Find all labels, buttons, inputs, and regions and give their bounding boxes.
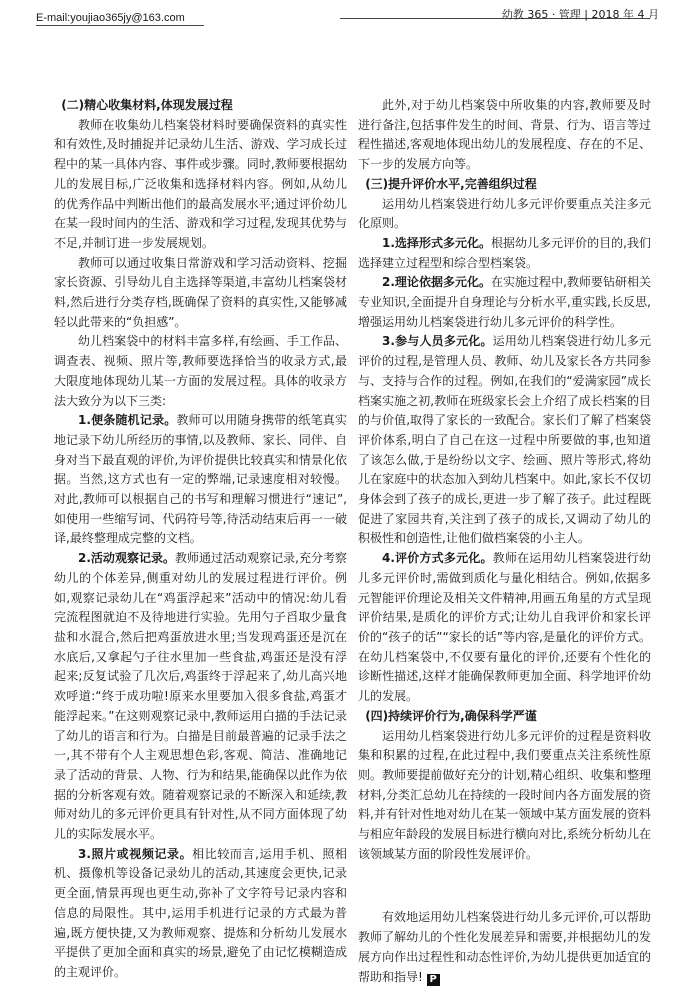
principle-paragraph-2 <box>358 273 651 332</box>
spacer <box>358 864 651 908</box>
paragraph: 教师可以通过收集日常游戏和学习活动资料、挖掘家长资源、引导幼儿自主选择等渠道,丰富幼儿档案袋材料,然后进行分类存档,既确保了资料的真实性,又能够减轻以此带来的“负担感”。 <box>54 255 347 329</box>
paragraph: 运用幼儿档案袋进行幼儿多元评价的过程是资料收集和积累的过程,在此过程中,我们要重点关注系统性原则。教师要提前做好充分的计划,精心组织、收集和整理材料,分类汇总幼儿在持续的一段时间内各方面发展的资料,并有针对性地对幼儿在某一领域中某方面发展的资料与相应年龄段的发展目标进行横向对比,系统分析幼儿在该领域某方面的阶段性发展评价。 <box>358 728 651 861</box>
method-title: 1.便条随机记录。 <box>78 413 177 428</box>
section-heading-2: (二)精心收集材料,体现发展过程 <box>61 98 233 112</box>
method-text: 相比较而言,运用手机、照相机、摄像机等设备记录幼儿的活动,其速度会更快,记录更全面,情景再现也更生动,弥补了文字符号记录内容和信息的局限性。其中,运用手机进行记录的方式最为普遍,既方便快捷,又为教师观察、提炼和分析幼儿发展水平提供了更加全面和真实的场景,避免了由记忆模糊造成的主观评价。 <box>54 846 347 979</box>
header-email: E-mail:youjiao365jy@163.com <box>36 12 185 24</box>
section-heading-4: (四)持续评价行为,确保科学严谨 <box>365 708 537 723</box>
header-magazine: 幼教 365 · 管理 | 2018 年 4 月 <box>501 8 659 21</box>
paragraph: 此外,对于幼儿档案袋中所收集的内容,教师要及时进行备注,包括事件发生的时间、背景、行为、语言等过程性描述,客观地体现出幼儿的发展程度、存在的不足、下一步的发展方向等。 <box>358 98 651 172</box>
principle-text: 运用幼儿档案袋进行幼儿多元评价的过程,是管理人员、教师、幼儿及家长各方共同参与、支持与合作的过程。例如,在我们的“爱满家园”成长档案实施之初,教师在班级家长会上介绍了成长档案的目的与价值,取得了家长的一致配合。家长们了解了档案袋评价体系,明白了自己在这一过程中所要做的事,也知道了该怎么做,于是纷纷以文字、绘画、照片等形式,将幼儿在家庭中的状态加入到幼儿档案中。如此,家长不仅切身体会到了孩子的成长,更进一步了解了孩子。此过程既促进了家园共育,关注到了孩子的成长,又调动了幼儿的积极性和创造性,让他们做档案袋的小主人。 <box>358 334 651 546</box>
principle-paragraph-4 <box>358 549 651 707</box>
method-title: 3.照片或视频记录。 <box>78 846 193 861</box>
conclusion-paragraph <box>358 908 651 987</box>
paragraph: 运用幼儿档案袋进行幼儿多元评价要重点关注多元化原则。 <box>358 196 651 231</box>
principle-title: 2.理论依据多元化。 <box>382 275 492 290</box>
conclusion-text: 有效地运用幼儿档案袋进行幼儿多元评价,可以帮助教师了解幼儿的个性化发展差异和需要,并根据幼儿的发展方向作出过程性和动态性评价,为幼儿提供更加适宜的帮助和指导! <box>358 910 651 984</box>
paragraph: 幼儿档案袋中的材料丰富多样,有绘画、手工作品、调查表、视频、照片等,教师要选择恰当的收录方式,最大限度地体现幼儿某一方面的发展过程。具体的收录方法大致分为以下三类: <box>54 334 347 408</box>
method-title: 2.活动观察记录。 <box>78 551 175 566</box>
principle-text: 教师在运用幼儿档案袋进行幼儿多元评价时,需做到质化与量化相结合。例如,依据多元智能评价理论及相关文件精神,用画五角星的方式呈现评价结果,是质化的评价方式;让幼儿自我评价和家长评价的“孩子的话”“家长的话”等内容,是量化的评价方式。在幼儿档案袋中,不仅要有量化的评价,还要有个性化的诊断性描述,这样才能确保教师更加全面、科学地评价幼儿的发展。 <box>358 551 651 704</box>
end-mark-icon: P <box>427 974 440 986</box>
paragraph: 教师在收集幼儿档案袋材料时要确保资料的真实性和有效性,及时捕捉并记录幼儿生活、游戏、学习成长过程中的某一具体内容、事件或步骤。同时,教师要根据幼儿的发展目标,广泛收集和选择材料内容。例如,从幼儿的优秀作品中判断出他们的最高发展水平;通过评价幼儿在某一段时间内的生活、游戏和学习过程,发现其优势与不足,并制订进一步发展规划。 <box>54 117 347 250</box>
principle-text: 根据幼儿多元评价的目的,我们选择建立过程型和综合型档案袋。 <box>358 235 651 270</box>
method-text: 教师可以用随身携带的纸笔真实地记录下幼儿所经历的事情,以及教师、家长、同伴、自身对当下最直观的评价,为评价提供比较真实和情景化依据。当然,这方式也有一定的弊端,记录速度相对较慢。对此,教师可以根据自己的书写和理解习惯进行“速记”,如使用一些缩写词、代码符号等,待活动结束后再一一破译,最终整理成完整的文档。 <box>54 413 347 546</box>
principle-text: 在实施过程中,教师要钻研相关专业知识,全面提升自身理论与分析水平,重实践,长反思,增强运用幼儿档案袋进行幼儿多元评价的科学性。 <box>358 275 651 329</box>
right-column <box>358 96 651 987</box>
left-column <box>54 96 347 983</box>
method-text: 教师通过活动观察记录,充分考察幼儿的个体差异,侧重对幼儿的发展过程进行评价。例如,观察记录幼儿在“鸡蛋浮起来”活动中的情况:幼儿看完流程图就迫不及待地进行实验。先用勺子舀取少量食盐和水混合,然后把鸡蛋放进水里;当发现鸡蛋还是沉在水底后,又拿起勺子往水里加一些食盐,鸡蛋还是没有浮起来;反复试验了几次后,鸡蛋终于浮起来了,幼儿高兴地欢呼道:“终于成功啦!原来水里要加入很多食盐,鸡蛋才能浮起来。”在这则观察记录中,教师运用白描的手法记录了幼儿的语言和行为。白描是目前最普遍的记录手法之一,其不带有个人主观思想色彩,客观、简洁、准确地记录了活动的背景、人物、行为和结果,能确保以此作为依据的分析客观有效。随着观察记录的不断深入和延续,教师对幼儿的多元评价更具有针对性,从不同方面体现了幼儿的实际发展水平。 <box>54 551 347 842</box>
header-rule-left <box>36 25 204 26</box>
principle-paragraph-3 <box>358 332 651 549</box>
method-paragraph-1 <box>54 411 347 549</box>
principle-title: 3.参与人员多元化。 <box>382 334 493 349</box>
principle-paragraph-1 <box>358 234 651 273</box>
principle-title: 1.选择形式多元化。 <box>382 235 492 250</box>
method-paragraph-2 <box>54 549 347 845</box>
principle-title: 4.评价方式多元化。 <box>382 551 493 566</box>
section-heading-3: (三)提升评价水平,完善组织过程 <box>365 176 537 191</box>
method-paragraph-3 <box>54 845 347 983</box>
